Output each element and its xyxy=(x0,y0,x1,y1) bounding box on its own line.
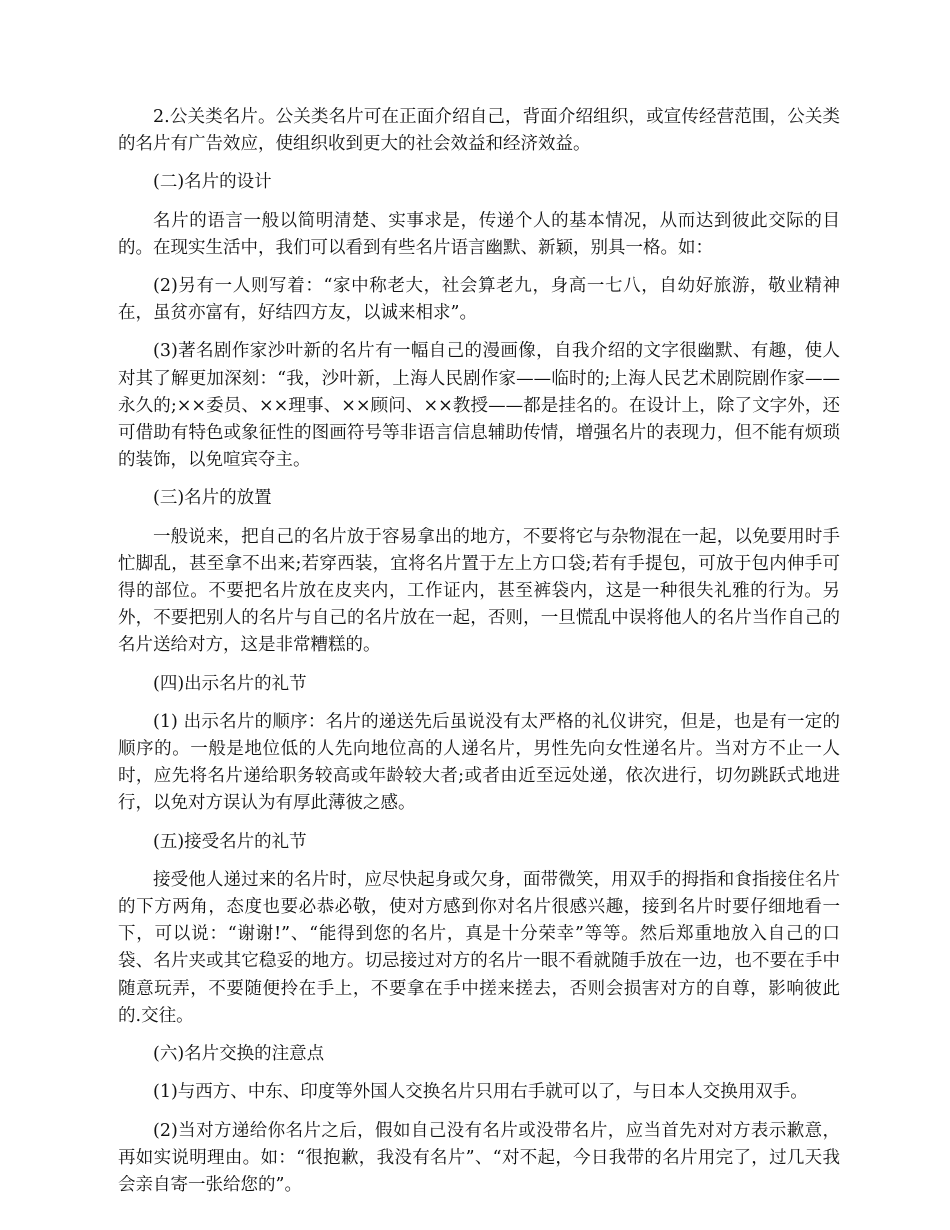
heading-exchange: (六)名片交换的注意点 xyxy=(153,1044,325,1065)
document-body xyxy=(118,104,840,1210)
heading-design: (二)名片的设计 xyxy=(153,172,272,193)
para-design-language: 名片的语言一般以简明清楚、实事求是，传递个人的基本情况，从而达到彼此交际的目的。在现实生活中，我们可以看到有些名片语言幽默、新颖，别具一格。如： xyxy=(118,210,840,258)
para-example-3: (3)著名剧作家沙叶新的名片有一幅自己的漫画像，自我介绍的文字很幽默、有趣，使人对其了解更加深刻：“我，沙叶新，上海人民剧作家——临时的;上海人民艺术剧院剧作家——永久的;××委员、××理事、××顾问、××教授——都是挂名的。在设计上，除了文字外，还可借助有特色或象征性的图画符号等非语言信息辅助传情，增强名片的表现力，但不能有烦琐的装饰，以免喧宾夺主。 xyxy=(118,341,840,471)
para-pr-card: 2.公关类名片。公关类名片可在正面介绍自己，背面介绍组织，或宣传经营范围，公关类的名片有广告效应，使组织收到更大的社会效益和经济效益。 xyxy=(118,107,840,155)
para-presenting-order: (1) 出示名片的顺序：名片的递送先后虽说没有太严格的礼仪讲究，但是，也是有一定的顺序的。一般是地位低的人先向地位高的人递名片，男性先向女性递名片。当对方不止一人时，应先将名片递给职务较高或年龄较大者;或者由近至远处递，依次进行，切勿跳跃式地进行，以免对方误认为有厚此薄彼之感。 xyxy=(118,711,840,814)
para-exchange-2: (2)当对方递给你名片之后，假如自己没有名片或没带名片，应当首先对对方表示歉意，再如实说明理由。如：“很抱歉，我没有名片”、“对不起，今日我带的名片用完了，过几天我会亲自寄一张给您的”。 xyxy=(118,1120,840,1195)
para-placement: 一般说来，把自己的名片放于容易拿出的地方，不要将它与杂物混在一起，以免要用时手忙脚乱，甚至拿不出来;若穿西装，宜将名片置于左上方口袋;若有手提包，可放于包内伸手可得的部位。不要把名片放在皮夹内，工作证内，甚至裤袋内，这是一种很失礼雅的行为。另外，不要把别人的名片与自己的名片放在一起，否则，一旦慌乱中误将他人的名片当作自己的名片送给对方，这是非常糟糕的。 xyxy=(118,526,840,656)
para-receiving: 接受他人递过来的名片时，应尽快起身或欠身，面带微笑，用双手的拇指和食指接住名片的下方两角，态度也要必恭必敬，使对方感到你对名片很感兴趣，接到名片时要仔细地看一下，可以说：“谢谢!”、“能得到您的名片，真是十分荣幸”等等。然后郑重地放入自己的口袋、名片夹或其它稳妥的地方。切忌接过对方的名片一眼不看就随手放在一边，也不要在手中随意玩弄，不要随便拎在手上，不要拿在手中搓来搓去，否则会损害对方的自尊，影响彼此的.交往。 xyxy=(118,869,840,1026)
para-example-2: (2)另有一人则写着：“家中称老大，社会算老九，身高一七八，自幼好旅游，敬业精神在，虽贫亦富有，好结四方友，以诚来相求”。 xyxy=(118,276,840,324)
heading-receiving: (五)接受名片的礼节 xyxy=(153,831,307,852)
heading-presenting: (四)出示名片的礼节 xyxy=(153,673,307,694)
heading-placement: (三)名片的放置 xyxy=(153,488,272,509)
para-exchange-1: (1)与西方、中东、印度等外国人交换名片只用右手就可以了，与日本人交换用双手。 xyxy=(153,1082,808,1103)
